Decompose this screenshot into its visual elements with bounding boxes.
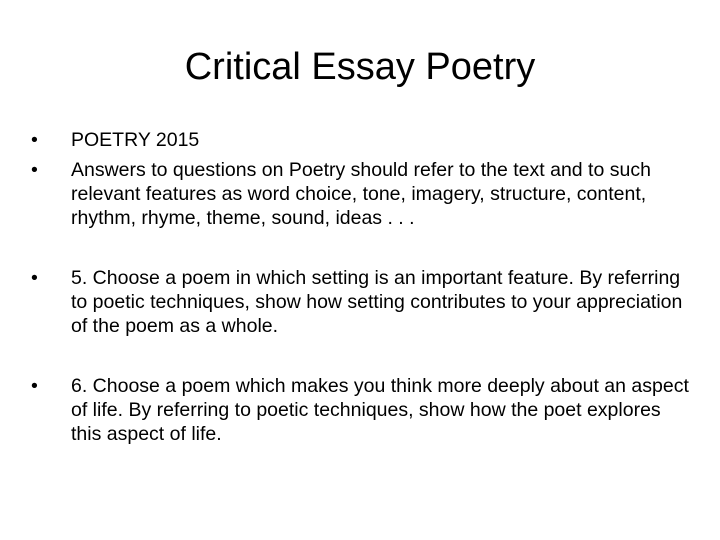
bullet-text: 5. Choose a poem in which setting is an important feature. By referring to poetic techniques, show how setting contributes to your appreciation of the poem as a whole. (71, 267, 683, 337)
bullet-item-question-6 (30, 374, 692, 446)
bullet-text: 6. Choose a poem which makes you think more deeply about an aspect of life. By referring to poetic techniques, show how the poet explores this aspect of life. (71, 375, 689, 445)
bullet-item-poetry-2015 (30, 128, 692, 152)
bullet-item-question-5 (30, 266, 692, 338)
bullet-text: POETRY 2015 (71, 129, 200, 151)
bullet-point-icon: • (31, 159, 38, 181)
bullet-text: Answers to questions on Poetry should refer to the text and to such relevant features as word choice, tone, imagery, structure, content, rhythm, rhyme, theme, sound, ideas . . . (71, 159, 651, 229)
bullet-point-icon: • (31, 375, 38, 397)
bullet-item-answers-guidance (30, 158, 692, 230)
slide-title: Critical Essay Poetry (184, 46, 536, 88)
bullet-point-icon: • (31, 129, 38, 151)
bullet-point-icon: • (31, 267, 38, 289)
